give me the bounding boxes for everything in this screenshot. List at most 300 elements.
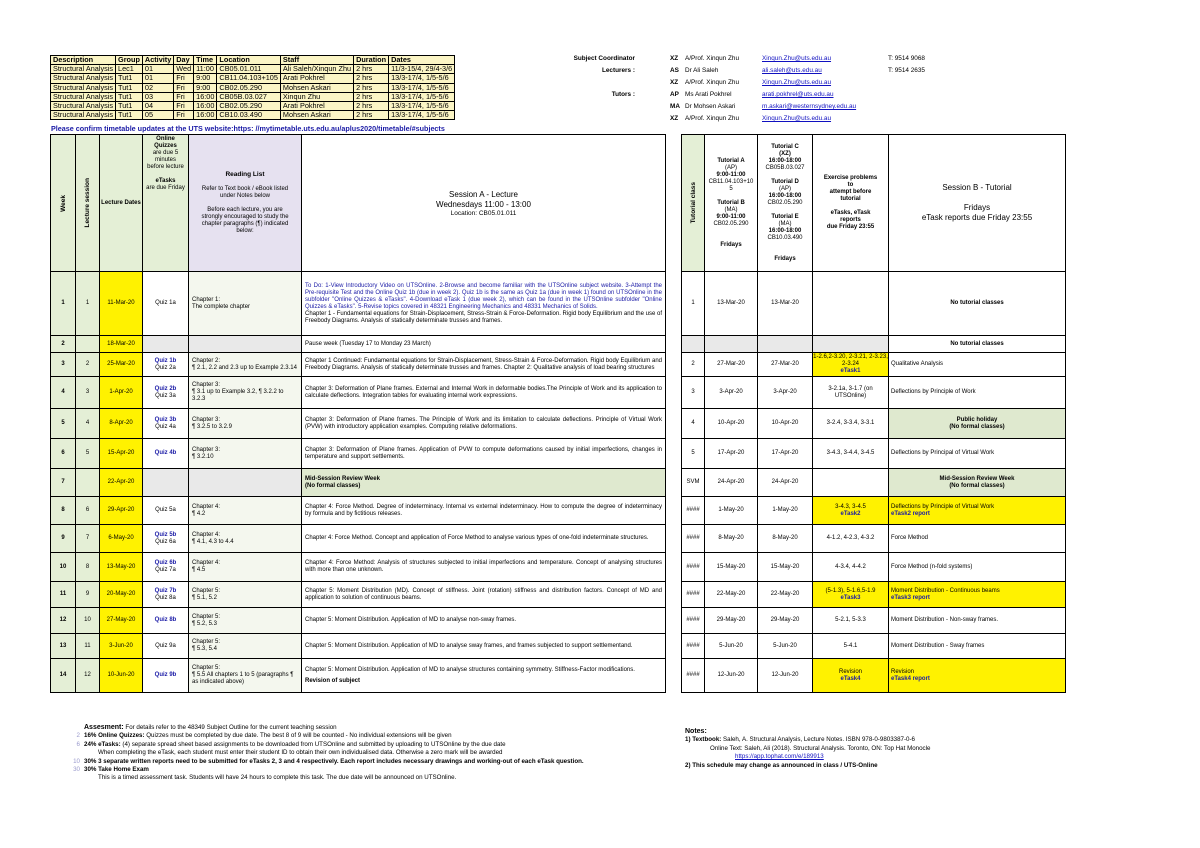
staff-phone: T: 9514 9068	[888, 55, 925, 62]
session-a-description	[302, 336, 666, 353]
assessment-line	[84, 749, 684, 757]
header-line	[189, 200, 301, 207]
quiz-cell	[143, 336, 189, 353]
chapter-cell	[189, 439, 302, 469]
chapter-cell	[189, 353, 302, 377]
timetable-cell: Arati Pokhrel	[280, 74, 353, 83]
week-number: 7	[51, 469, 76, 497]
assessment-item: 24% eTasks:	[84, 740, 121, 748]
exercise-problems	[813, 582, 889, 608]
quiz-label-2: Quiz 3a	[155, 392, 176, 399]
header-line: (XZ)	[779, 150, 791, 157]
lecture-date: 25-Mar-20	[100, 353, 143, 377]
header-line: are due 5	[152, 150, 179, 156]
chapter-paragraphs: The complete chapter	[192, 303, 251, 310]
lecture-date: 20-May-20	[100, 582, 143, 608]
timetable-cell: Structural Analysis	[51, 83, 116, 92]
tutorial-row	[682, 525, 1066, 553]
lecture-date: 10-Jun-20	[100, 659, 143, 693]
header-line: tutorial	[840, 196, 861, 202]
timetable-header-cell: Duration	[354, 56, 389, 65]
tutorial-date-cde: 12-Jun-20	[758, 659, 813, 693]
etask-label: eTask3	[840, 594, 861, 601]
assessment-line	[73, 766, 684, 774]
staff-row	[560, 67, 960, 79]
exercise-problems	[813, 553, 889, 582]
tutorial-class-number: ####	[682, 582, 705, 608]
timetable-cell: 13/3-17/4, 1/5-5/6	[389, 111, 455, 120]
timetable-row	[51, 83, 455, 92]
session-a-description	[302, 409, 666, 439]
tutorial-date-ab: 13-Mar-20	[705, 272, 758, 336]
timetable-cell: Mohsen Askari	[280, 111, 353, 120]
staff-row	[560, 91, 960, 103]
chapter-paragraphs: ¶ 4.5	[192, 567, 206, 573]
tutorial-date-cde: 3-Apr-20	[758, 377, 813, 409]
chapter-title: Chapter 3:	[192, 382, 221, 388]
week-row	[51, 439, 666, 469]
tutorial-class-number: ####	[682, 497, 705, 525]
exercise-problems	[813, 659, 889, 693]
timetable-header-cell: Time	[194, 56, 217, 65]
chapter-title: Chapter 5:	[192, 613, 221, 620]
tutorial-date-ab: 17-Apr-20	[705, 439, 758, 469]
lecture-session-number: 6	[76, 497, 100, 525]
week-number: 9	[51, 525, 76, 553]
lecture-topic: Mid-Session Review Week	[305, 475, 380, 482]
tutorial-topic: Public holiday	[956, 416, 998, 423]
quiz-cell	[143, 634, 189, 659]
timetable-cell: Fri	[174, 111, 194, 120]
chapter-cell	[189, 497, 302, 525]
session-b-topic	[889, 409, 1066, 439]
tutorial-date-cde: 5-Jun-20	[758, 634, 813, 659]
header-line: Tutorial B	[717, 199, 745, 206]
chapter-cell	[189, 608, 302, 634]
session-b-topic	[889, 377, 1066, 409]
session-a-description	[302, 659, 666, 693]
week-number: 6	[51, 439, 76, 469]
tutorial-row	[682, 439, 1066, 469]
tutorial-date-ab: 10-Apr-20	[705, 409, 758, 439]
tutorial-row	[682, 272, 1066, 336]
session-b-topic	[889, 336, 1066, 353]
tutorial-row	[682, 469, 1066, 497]
lecture-topic: Chapter 4: Force Method. Concept and application of Force Method to analyse various types of one-fold indeterminate structures.	[305, 535, 649, 541]
timetable-cell: Fri	[174, 92, 194, 101]
quiz-label-2: Quiz 4a	[155, 423, 176, 430]
timetable-cell: Tut1	[116, 92, 143, 101]
header-line: Wednesdays 11:00 - 13:00	[436, 199, 531, 209]
header-line: before lecture	[147, 164, 184, 170]
tutorial-schedule-table	[681, 134, 1066, 693]
header-line: Exercise problems	[823, 175, 878, 181]
header-line: CB10.03.490	[767, 234, 803, 241]
staff-email-link[interactable]: ali.saleh@uts.edu.au	[762, 67, 822, 74]
chapter-paragraphs: ¶ 4.2	[192, 510, 206, 517]
timetable-header-cell: Day	[174, 56, 194, 65]
timetable-cell: 9:00	[194, 83, 217, 92]
tutorial-date-cde: 1-May-20	[758, 497, 813, 525]
timetable-cell: 16:00	[194, 101, 217, 110]
timetable-cell: Fri	[174, 74, 194, 83]
timetable-cell: CB05B.03.027	[217, 92, 281, 101]
chapter-cell	[189, 469, 302, 497]
header-row	[51, 135, 666, 272]
tutorial-topic: Deflections by Principle of Virtual Work	[891, 503, 995, 510]
header-line	[889, 193, 1065, 203]
week-number: 5	[51, 409, 76, 439]
lecture-topic: Chapter 3: Deformation of Plane frames. External and Internal Work in deformable bodies.The Principle of Work and its application to calculate deflections. Integration tables for evaluating internal work expressions.	[305, 385, 662, 399]
lecture-date: 27-May-20	[100, 608, 143, 634]
tutorial-class-number: ####	[682, 634, 705, 659]
chapter-cell	[189, 377, 302, 409]
exercise-problems	[813, 469, 889, 497]
header-line: to	[847, 182, 854, 188]
header-line: eTask reports due Friday 23:55	[921, 213, 1033, 222]
chapter-title: Chapter 5:	[192, 587, 221, 594]
tutorial-topic: No tutorial classes	[950, 340, 1004, 347]
lecture-topic: Chapter 1 - Fundamental equations for Strain-Displacement, Stress-Strain & Force-Deformation. Rigid body Equilibrium and the use of Freebody Diagrams. Analysis of statically determinate trusses and frames.	[305, 310, 662, 324]
header-line: Refer to Text book / eBook listed	[201, 186, 289, 192]
chapter-title: Chapter 4:	[192, 503, 221, 510]
timetable-cell: 05	[142, 111, 173, 120]
week-row	[51, 525, 666, 553]
tutorial-date-ab: 27-Mar-20	[705, 353, 758, 377]
tutorial-topic-2: (No formal classes)	[949, 423, 1005, 430]
timetable-cell: Ali Saleh/Xinqun Zhu	[280, 65, 353, 74]
lecture-date: 6-May-20	[100, 525, 143, 553]
lecture-date: 22-Apr-20	[100, 469, 143, 497]
week-row	[51, 336, 666, 353]
header-line: CB11.04.103+10	[708, 178, 754, 185]
staff-email-link[interactable]: Xinqun.Zhu@uts.edu.au	[762, 79, 832, 86]
quiz-label: Quiz 5a	[155, 507, 176, 513]
chapter-title: Chapter 3:	[192, 416, 221, 423]
lecture-date: 8-Apr-20	[100, 409, 143, 439]
lecture-topic: Chapter 4: Force Method: Analysis of structures subjected to initial imperfections and temperature. Concept of analysing structures with more than one unknown.	[305, 560, 662, 573]
session-a-description	[302, 497, 666, 525]
tutorial-class-number: ####	[682, 608, 705, 634]
session-a-description	[302, 525, 666, 553]
timetable-cell: CB10.03.490	[217, 111, 281, 120]
tutorial-date-ab: 5-Jun-20	[705, 634, 758, 659]
quiz-label: Quiz 7b	[154, 587, 177, 594]
tutorial-topic: Moment Distribution - Sway frames	[891, 642, 985, 649]
quiz-label-2: Quiz 8a	[155, 594, 176, 601]
tutorial-row	[682, 409, 1066, 439]
staff-name: Ms Arati Pokhrel	[685, 91, 732, 98]
timetable-cell: Structural Analysis	[51, 74, 116, 83]
staff-code: MA	[670, 103, 680, 110]
tutorial-date-cde: 29-May-20	[758, 608, 813, 634]
timetable-cell: Structural Analysis	[51, 101, 116, 110]
header-line: Online	[156, 136, 175, 142]
timetable-cell: 2 hrs	[354, 101, 389, 110]
tutorial-row	[682, 553, 1066, 582]
timetable-cell: Tut1	[116, 101, 143, 110]
timetable-header-cell: Location	[217, 56, 281, 65]
tutorial-class-number	[682, 336, 705, 353]
chapter-cell	[189, 272, 302, 336]
timetable-cell: 04	[142, 101, 173, 110]
tutorial-class-number: 5	[682, 439, 705, 469]
session-b-topic	[889, 608, 1066, 634]
todo-text: To Do: 1-View Introductory Video on UTSOnline. 2-Browse and become familiar with the UTSOnline subject website. 3-Attempt the Pre-requisite Test and the Online Quiz 1b (due in week 2). Quiz 1b is the same as Quiz 1a (due in week 1) found on UTSOnline in the subfolder "Online Quizzes & eTasks". 4-Download eTask 1 (due week 2), which can be found in the UTSOnline subfolder "Online Quizzes & eTasks". 5-Revise topics covered in 48321 Engineering Mechanics and 48331 Mechanics of Solids.	[305, 282, 662, 310]
exercise-list: 3-2.4, 3-3.4, 3-3.1	[826, 420, 875, 426]
session-a-description	[302, 634, 666, 659]
tutorial-topic: Deflections by Principle of Work	[891, 389, 976, 395]
quiz-cell	[143, 608, 189, 634]
tutorial-class-number: 3	[682, 377, 705, 409]
header-line	[758, 207, 812, 214]
timetable-cell: Structural Analysis	[51, 65, 116, 74]
staff-role: Subject Coordinator	[573, 55, 635, 62]
header-line	[758, 249, 812, 256]
quiz-label-2: Quiz 7a	[155, 567, 176, 573]
quiz-cell	[143, 353, 189, 377]
tutorial-row	[682, 659, 1066, 693]
timetable-cell: CB05.01.011	[217, 65, 281, 74]
exercise-problems	[813, 634, 889, 659]
timetable-cell: 13/3-17/4, 1/5-5/6	[389, 74, 455, 83]
quiz-label: Quiz 1a	[155, 300, 176, 306]
assessment-weight-number: 6	[76, 740, 80, 748]
timetable-cell: Arati Pokhrel	[280, 101, 353, 110]
notes-online-text: Online Text: Saleh, Ali (2018). Structural Analysis. Toronto, ON: Top Hat Monocle	[710, 744, 931, 752]
session-a-description	[302, 469, 666, 497]
header-line: 5	[729, 185, 733, 192]
chapter-cell	[189, 659, 302, 693]
assessment-item: 30% Take Home Exam	[84, 766, 149, 774]
exercise-problems	[813, 439, 889, 469]
lecture-date: 13-May-20	[100, 553, 143, 582]
quiz-label: Quiz 5b	[154, 531, 177, 538]
timetable-confirm-note: Please confirm timetable updates at the UTS website:https: //mytimetable.uts.edu.au/aplus2020/timetable/#subjects	[51, 124, 445, 133]
lecture-session-number: 11	[76, 634, 100, 659]
lecture-date: 11-Mar-20	[100, 272, 143, 336]
week-number: 14	[51, 659, 76, 693]
timetable	[50, 55, 455, 120]
lecture-session-number: 2	[76, 353, 100, 377]
lecture-topic: Chapter 5: Moment Distribution. Application of MD to analyse sway frames, and frames subjected to support settlementand.	[305, 642, 633, 649]
header-line: attempt before	[829, 189, 872, 195]
staff-row	[560, 103, 960, 115]
chapter-cell	[189, 409, 302, 439]
timetable-cell: 2 hrs	[354, 74, 389, 83]
timetable-cell: 2 hrs	[354, 92, 389, 101]
week-row	[51, 634, 666, 659]
timetable-cell: 01	[142, 65, 173, 74]
header-quizzes	[143, 135, 189, 272]
tutorial-topic: Moment Distribution - Non-sway frames.	[891, 617, 999, 623]
quiz-label: Quiz 8b	[154, 617, 177, 623]
chapter-cell	[189, 582, 302, 608]
week-row	[51, 582, 666, 608]
session-b-topic	[889, 634, 1066, 659]
lecture-session-number: 5	[76, 439, 100, 469]
tutorial-class-number: ####	[682, 525, 705, 553]
notes-schedule-change: 2) This schedule may change as announced in class / UTS-Online	[685, 761, 878, 769]
assessment-detail: This is a timed assessment task. Students will have 24 hours to complete this task. The due date will be announced on UTSOnline.	[98, 774, 457, 782]
header-line: Session A - Lecture	[449, 189, 518, 199]
reading-title: Reading List	[225, 171, 265, 178]
tutorial-date-cde: 13-Mar-20	[758, 272, 813, 336]
chapter-paragraphs: ¶ 5.1, 5.2	[192, 594, 217, 601]
lecture-session-number: 8	[76, 553, 100, 582]
timetable-cell: 03	[142, 92, 173, 101]
staff-email-link[interactable]: m.askari@westernsydney.edu.au	[762, 103, 857, 110]
session-b-topic	[889, 582, 1066, 608]
timetable-cell: Tut1	[116, 74, 143, 83]
header-tutorial-a-b	[705, 135, 758, 272]
timetable-cell: 16:00	[194, 111, 217, 120]
tutorial-topic: Deflections by Principal of Virtual Work	[891, 450, 995, 456]
chapter-paragraphs: ¶ 2.1, 2.2 and 2.3 up to Example 2.3.14	[192, 364, 297, 371]
session-b-topic	[889, 497, 1066, 525]
staff-email-link[interactable]: Xinqun.Zhu@uts.edu.au	[762, 55, 832, 62]
chapter-title: Chapter 5:	[192, 639, 221, 645]
lecture-date: 29-Apr-20	[100, 497, 143, 525]
chapter-title: Chapter 1:	[192, 296, 221, 303]
timetable-cell: 2 hrs	[354, 111, 389, 120]
tutorial-topic: No tutorial classes	[950, 300, 1004, 306]
timetable-cell: 13/3-17/4, 1/5-5/6	[389, 92, 455, 101]
week-number: 12	[51, 608, 76, 634]
session-a-description	[302, 553, 666, 582]
tutorial-date-ab: 29-May-20	[705, 608, 758, 634]
timetable-cell: CB11.04.103+105	[217, 74, 281, 83]
quiz-cell	[143, 582, 189, 608]
quiz-cell	[143, 469, 189, 497]
timetable-cell: 11:00	[194, 65, 217, 74]
lecture-topic: Chapter 5: Moment Distribution. Application of MD to analyse non-sway frames.	[305, 617, 517, 623]
header-line: Fridays	[774, 255, 796, 262]
timetable-cell: 9:00	[194, 74, 217, 83]
staff-code: AS	[670, 67, 679, 74]
lecture-topic-2: (No formal classes)	[305, 482, 361, 489]
assessment-weight-number: 10	[73, 757, 80, 765]
timetable-cell: 16:00	[194, 92, 217, 101]
quiz-cell	[143, 439, 189, 469]
week-number: 11	[51, 582, 76, 608]
exercise-list: 5-2.1, 5-3.3	[835, 617, 866, 623]
lecture-topic: Chapter 1 Continued: Fundamental equations for Strain-Displacement, Stress-Strain & Force-Deformation. Rigid body Equilibrium and Freebody Diagrams. Analysis of statically determinate trusses and frames. Chapter 2: Qualitative analysis of load bearing structures	[305, 357, 662, 371]
week-number: 4	[51, 377, 76, 409]
header-line: are due Friday	[146, 185, 185, 191]
header-line: Tutorial E	[771, 213, 799, 220]
staff-row	[560, 55, 960, 67]
assessment-weight-number: 30	[73, 766, 80, 774]
timetable-cell: CB02.05.290	[217, 83, 281, 92]
header-line	[143, 171, 188, 178]
session-a-location: Location: CB05.01.011	[450, 209, 517, 217]
header-line: Tutorial C	[771, 143, 799, 150]
header-lecture-dates: Lecture Dates	[100, 135, 143, 272]
tutorial-date-ab: 8-May-20	[705, 525, 758, 553]
header-line: Tutorial D	[771, 178, 799, 185]
staff-name: A/Prof. Xinqun Zhu	[685, 55, 739, 62]
assessment-detail: When completing the eTask, each student must enter their student ID to obtain their own individualised data. Otherwise a zero mark will be awarded	[98, 749, 503, 757]
session-a-description	[302, 608, 666, 634]
assessment-line	[76, 732, 684, 740]
timetable-cell: 11/3-15/4, 29/4-3/6	[389, 65, 455, 74]
tutorial-row	[682, 377, 1066, 409]
header-line	[758, 172, 812, 179]
tutorial-row	[682, 336, 1066, 353]
lecture-topic: Chapter 3: Deformation of Plane frames. Application of PVW to compute deformations caused by initial imperfections, changes in temperature and support settlements.	[305, 446, 662, 460]
header-line	[813, 203, 888, 210]
timetable-cell: Mohsen Askari	[280, 83, 353, 92]
quiz-label: Quiz 4b	[154, 450, 177, 456]
lecture-session-number: 7	[76, 525, 100, 553]
tutorial-date-cde: 22-May-20	[758, 582, 813, 608]
header-week: Week	[59, 194, 67, 212]
header-line: (AP)	[779, 185, 791, 192]
chapter-title: Chapter 5:	[192, 665, 221, 671]
quiz-label-2: Quiz 2a	[155, 364, 176, 371]
exercise-problems	[813, 525, 889, 553]
header-line: 9:00-11:00	[716, 171, 746, 178]
header-line: 16:00-18:00	[768, 157, 802, 164]
quiz-label: Quiz 3b	[154, 416, 177, 423]
assessment-line	[84, 774, 684, 782]
chapter-paragraphs: ¶ 3.2.10	[192, 453, 214, 460]
staff-code: XZ	[670, 55, 679, 62]
assessment-line	[76, 740, 684, 749]
header-line: Before each lecture, you are	[207, 207, 283, 213]
header-line: eTasks, eTask	[830, 210, 871, 216]
chapter-paragraphs: ¶ 3.1 up to Example 3.2, ¶ 3.2.2 to 3.2.3	[192, 389, 284, 402]
exercise-list: 4-3.4, 4-4.2	[835, 563, 866, 570]
staff-list	[560, 55, 960, 127]
quiz-label: Quiz 9a	[155, 642, 176, 649]
lecture-session-number: 9	[76, 582, 100, 608]
header-session-a	[302, 135, 666, 272]
header-line	[705, 235, 757, 242]
staff-phone: T: 9514 2635	[888, 67, 925, 74]
staff-name: A/Prof. Xinqun Zhu	[685, 115, 739, 122]
assessment-detail: Quizzes must be completed by due date. The best 8 of 9 will be counted - No individual extensions will be given	[144, 732, 452, 740]
header-line: CB02.05.290	[767, 199, 803, 206]
staff-name: Dr Ali Saleh	[685, 67, 719, 74]
tutorial-date-ab	[705, 336, 758, 353]
exercise-list: 4-1.2, 4-2.3, 4-3.2	[826, 535, 875, 541]
staff-code: XZ	[670, 115, 679, 122]
timetable-cell: 02	[142, 83, 173, 92]
tutorial-row	[682, 353, 1066, 377]
timetable-row	[51, 111, 455, 120]
timetable-row	[51, 74, 455, 83]
week-row	[51, 659, 666, 693]
week-number: 13	[51, 634, 76, 659]
exercise-problems	[813, 272, 889, 336]
header-line: Quizzes	[154, 143, 177, 149]
tutorial-class-number: 4	[682, 409, 705, 439]
header-line: chapter paragraphs (¶) indicated	[201, 221, 289, 227]
exercise-list: 5-4.1	[843, 642, 858, 649]
header-line: due Friday 23:55	[826, 224, 875, 230]
staff-email-link[interactable]: arati.pokhrel@uts.edu.au	[762, 91, 834, 98]
tutorial-topic: Force Method (n-fold systems)	[891, 563, 973, 570]
session-b-topic	[889, 659, 1066, 693]
chapter-cell	[189, 553, 302, 582]
notes-title: Notes:	[685, 728, 707, 735]
notes-tophat-link[interactable]: https://app.tophat.com/e/189913	[735, 753, 824, 761]
staff-email-link[interactable]: Xinqun.Zhu@uts.edu.au	[762, 115, 832, 122]
etask-label: eTask4	[840, 675, 861, 682]
lecture-topic: Chapter 5: Moment Distribution (MD). Concept of stiffness. Joint (rotation) stiffness and distribution factors. Concept of MD and application to solution of continuous beams.	[305, 587, 662, 601]
